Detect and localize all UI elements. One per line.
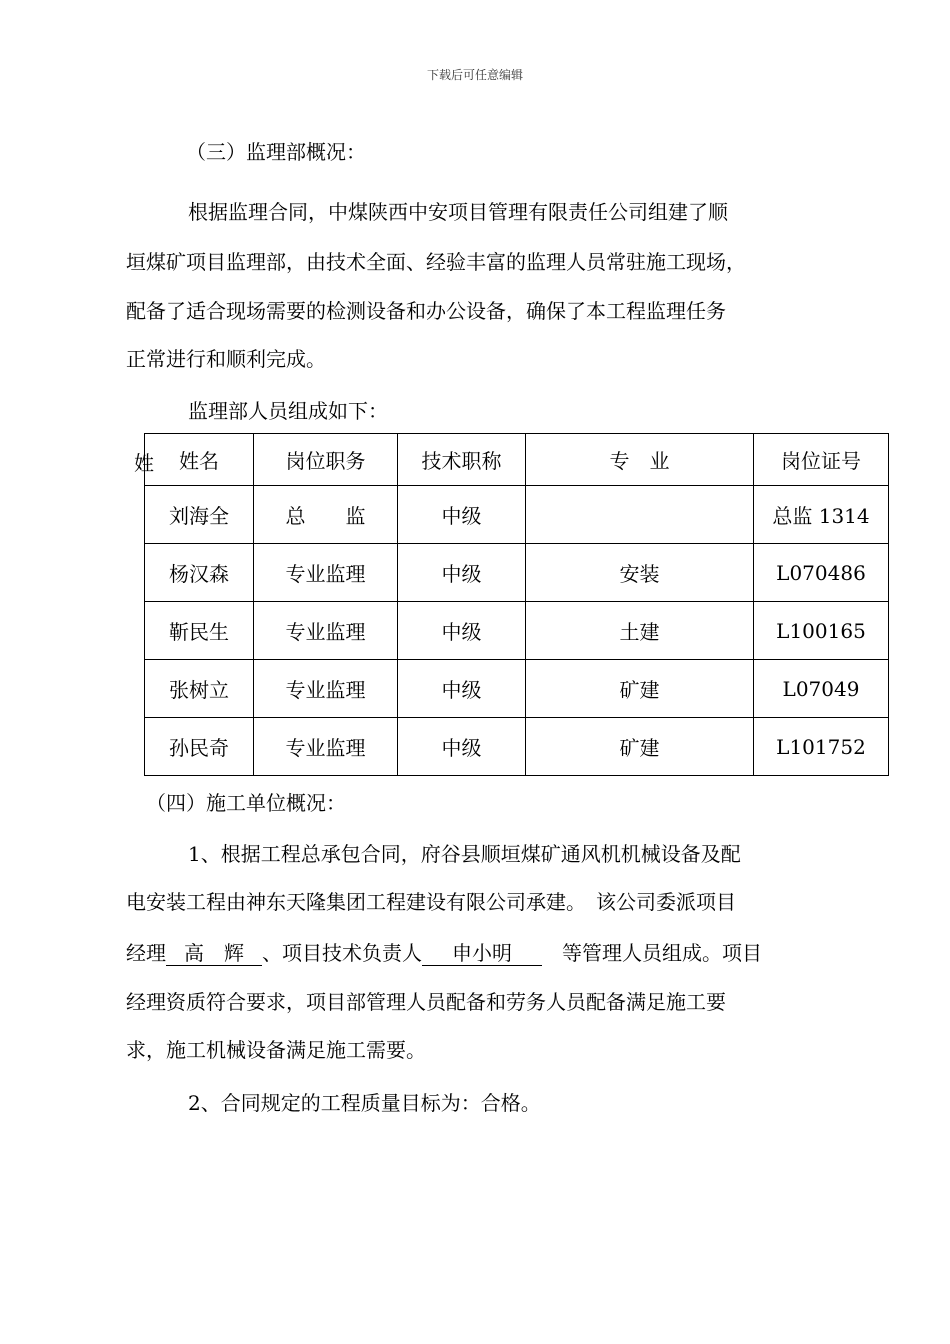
section4-paragraph-line xyxy=(126,939,826,967)
section3-paragraph-line: 配备了适合现场需要的检测设备和办公设备，确保了本工程监理任务 xyxy=(126,299,726,323)
cell-position: 总 监 xyxy=(254,486,398,544)
cell-name: 孙民奇 xyxy=(145,718,254,776)
cell-specialty xyxy=(526,486,754,544)
table-intro: 监理部人员组成如下： xyxy=(188,399,388,423)
text-remainder: 等管理人员组成。项目 xyxy=(542,941,762,965)
section4-paragraph-line: 电安装工程由神东天隆集团工程建设有限公司承建。 该公司委派项目 xyxy=(126,890,736,914)
staff-table xyxy=(144,433,889,776)
table-row xyxy=(145,602,889,660)
cell-cert: L070486 xyxy=(754,544,889,602)
cell-cert: 总监 1314 xyxy=(754,486,889,544)
cell-position: 专业监理 xyxy=(254,602,398,660)
cell-cert: L100165 xyxy=(754,602,889,660)
section4-paragraph-line: 1、根据工程总承包合同，府谷县顺垣煤矿通风机机械设备及配 xyxy=(188,842,741,866)
cell-cert: L101752 xyxy=(754,718,889,776)
text-tech-label: 、项目技术负责人 xyxy=(262,941,422,965)
cell-position: 专业监理 xyxy=(254,660,398,718)
section3-title: （三）监理部概况： xyxy=(186,140,366,164)
section4-paragraph-2: 2、合同规定的工程质量目标为：合格。 xyxy=(188,1091,541,1115)
header-cert: 岗位证号 xyxy=(754,434,889,486)
cell-name: 杨汉森 xyxy=(145,544,254,602)
section3-paragraph-line: 根据监理合同，中煤陕西中安项目管理有限责任公司组建了顺 xyxy=(188,200,728,224)
text-manager-label: 经理 xyxy=(126,941,166,965)
cell-title: 中级 xyxy=(398,660,526,718)
header-position: 岗位职务 xyxy=(254,434,398,486)
cell-name: 靳民生 xyxy=(145,602,254,660)
cell-specialty: 土建 xyxy=(526,602,754,660)
cell-title: 中级 xyxy=(398,602,526,660)
table-row xyxy=(145,544,889,602)
cell-name: 张树立 xyxy=(145,660,254,718)
cell-name: 刘海全 xyxy=(145,486,254,544)
cell-title: 中级 xyxy=(398,544,526,602)
tech-lead-name-field: 申小明 xyxy=(422,941,542,966)
page-header: 下载后可任意编辑 xyxy=(426,68,523,82)
manager-name-field: 高 辉 xyxy=(166,941,262,966)
cell-specialty: 矿建 xyxy=(526,660,754,718)
header-title: 技术职称 xyxy=(398,434,526,486)
cell-title: 中级 xyxy=(398,486,526,544)
cell-title: 中级 xyxy=(398,718,526,776)
cell-specialty: 安装 xyxy=(526,544,754,602)
header-specialty: 专 业 xyxy=(526,434,754,486)
section4-title: （四）施工单位概况： xyxy=(146,791,346,815)
cell-cert: L07049 xyxy=(754,660,889,718)
section4-paragraph-line: 经理资质符合要求，项目部管理人员配备和劳务人员配备满足施工要 xyxy=(126,990,726,1014)
section3-paragraph-line: 正常进行和顺利完成。 xyxy=(126,347,326,371)
table-row xyxy=(145,486,889,544)
table-header-row xyxy=(145,434,889,486)
header-name: 姓名 xyxy=(145,434,254,486)
section3-paragraph-line: 垣煤矿项目监理部，由技术全面、经验丰富的监理人员常驻施工现场， xyxy=(126,250,746,274)
stray-character: 姓 xyxy=(134,451,154,475)
cell-specialty: 矿建 xyxy=(526,718,754,776)
table-row xyxy=(145,660,889,718)
cell-position: 专业监理 xyxy=(254,718,398,776)
table-row xyxy=(145,718,889,776)
section4-paragraph-line: 求，施工机械设备满足施工需要。 xyxy=(126,1038,426,1062)
cell-position: 专业监理 xyxy=(254,544,398,602)
